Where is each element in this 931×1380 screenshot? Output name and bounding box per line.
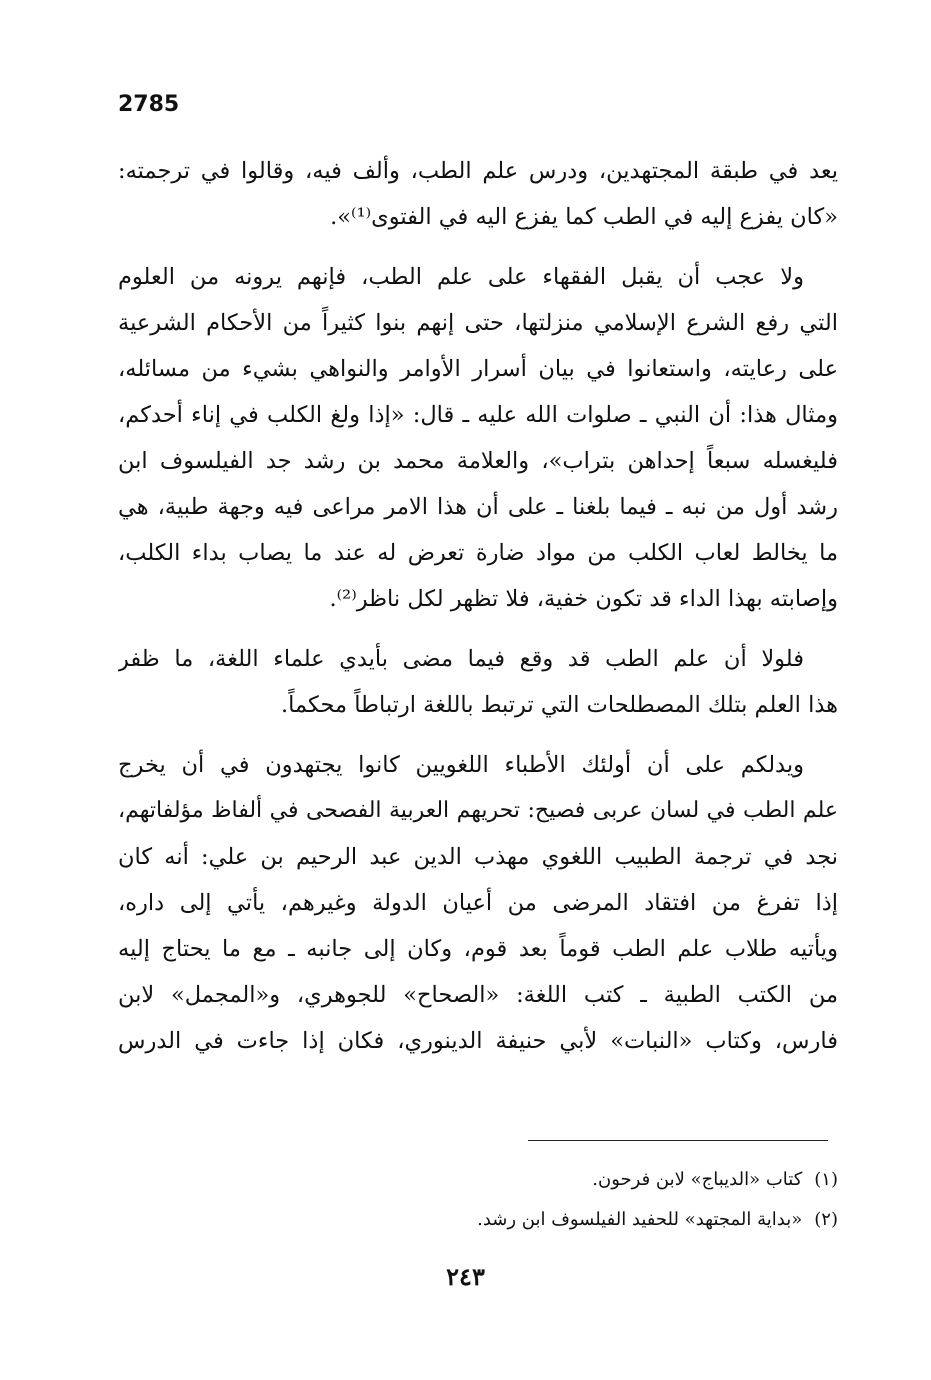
text-line: وإصابته بهذا الداء قد تكون خفية، فلا تظهر لكل ناظر⁽²⁾. bbox=[329, 586, 838, 612]
footnote-number: (٢) bbox=[814, 1209, 838, 1230]
text-line: «كان يفزع إليه في الطب كما يفزع اليه في الفتوى⁽¹⁾». bbox=[330, 204, 838, 230]
text-line: فلولا أن علم الطب قد وقع فيما مضى بأيدي علماء اللغة، ما ظفر bbox=[118, 646, 804, 672]
text-line: يعد في طبقة المجتهدين، ودرس علم الطب، وألف فيه، وقالوا في ترجمته: bbox=[118, 158, 838, 184]
text-line: ولا عجب أن يقبل الفقهاء على علم الطب، فإنهم يرونه من العلوم bbox=[118, 264, 804, 290]
text-line: رشد أول من نبه ـ فيما بلغنا ـ على أن هذا الامر مراعى فيه وجهة طبية، هي bbox=[118, 494, 838, 520]
text-line: علم الطب في لسان عربى فصيح: تحريهم العربية الفصحى في ألفاظ مؤلفاتهم، bbox=[118, 798, 838, 823]
text-line: على رعايته، واستعانوا في بيان أسرار الأوامر والنواهي بشيء من مسائله، bbox=[118, 356, 838, 382]
page-number-bottom: ٢٤٣ bbox=[446, 1262, 485, 1291]
text-line: فليغسله سبعاً إحداهن بتراب»، والعلامة محمد بن رشد جد الفيلسوف ابن bbox=[118, 448, 838, 474]
footnote-text: كتاب «الديباج» لابن فرحون. bbox=[592, 1169, 803, 1190]
text-line: هذا العلم بتلك المصطلحات التي ترتبط باللغة ارتباطاً محكماً. bbox=[281, 692, 838, 718]
paragraph-3 bbox=[118, 636, 838, 728]
text-line: ويدلكم على أن أولئك الأطباء اللغويين كانوا يجتهدون في أن يخرج bbox=[118, 752, 804, 778]
text-line: نجد في ترجمة الطبيب اللغوي مهذب الدين عبد الرحيم بن علي: أنه كان bbox=[118, 844, 838, 870]
text-line: فارس، وكتاب «النبات» لأبي حنيفة الدينوري، فكان إذا جاءت في الدرس bbox=[118, 1028, 838, 1054]
footnote-1 bbox=[298, 1160, 838, 1200]
footnote-divider bbox=[528, 1140, 828, 1141]
text-line: ومثال هذا: أن النبي ـ صلوات الله عليه ـ قال: «إذا ولغ الكلب في إناء أحدكم، bbox=[118, 402, 838, 428]
text-line: ويأتيه طلاب علم الطب قوماً بعد قوم، وكان إلى جانبه ـ مع ما يحتاج إليه bbox=[118, 936, 838, 962]
text-line: ما يخالط لعاب الكلب من مواد ضارة تعرض له عند ما يصاب بداء الكلب، bbox=[118, 540, 838, 566]
text-line: التي رفع الشرع الإسلامي منزلتها، حتى إنهم بنوا كثيراً من الأحكام الشرعية bbox=[118, 310, 838, 336]
paragraph-2 bbox=[118, 254, 838, 622]
footnote-text: «بداية المجتهد» للحفيد الفيلسوف ابن رشد. bbox=[477, 1209, 803, 1230]
footnotes bbox=[298, 1160, 838, 1240]
text-line: من الكتب الطبية ـ كتب اللغة: «الصحاح» للجوهري، و«المجمل» لابن bbox=[118, 982, 838, 1008]
footnote-number: (١) bbox=[814, 1169, 838, 1190]
text-line: إذا تفرغ من افتقاد المرضى من أعيان الدولة وغيرهم، يأتي إلى داره، bbox=[118, 890, 838, 916]
paragraph-4 bbox=[118, 742, 838, 1064]
body-text bbox=[118, 148, 838, 1078]
footnote-2 bbox=[298, 1200, 838, 1240]
paragraph-1 bbox=[118, 148, 838, 240]
page-number-top: 2785 bbox=[118, 92, 180, 117]
